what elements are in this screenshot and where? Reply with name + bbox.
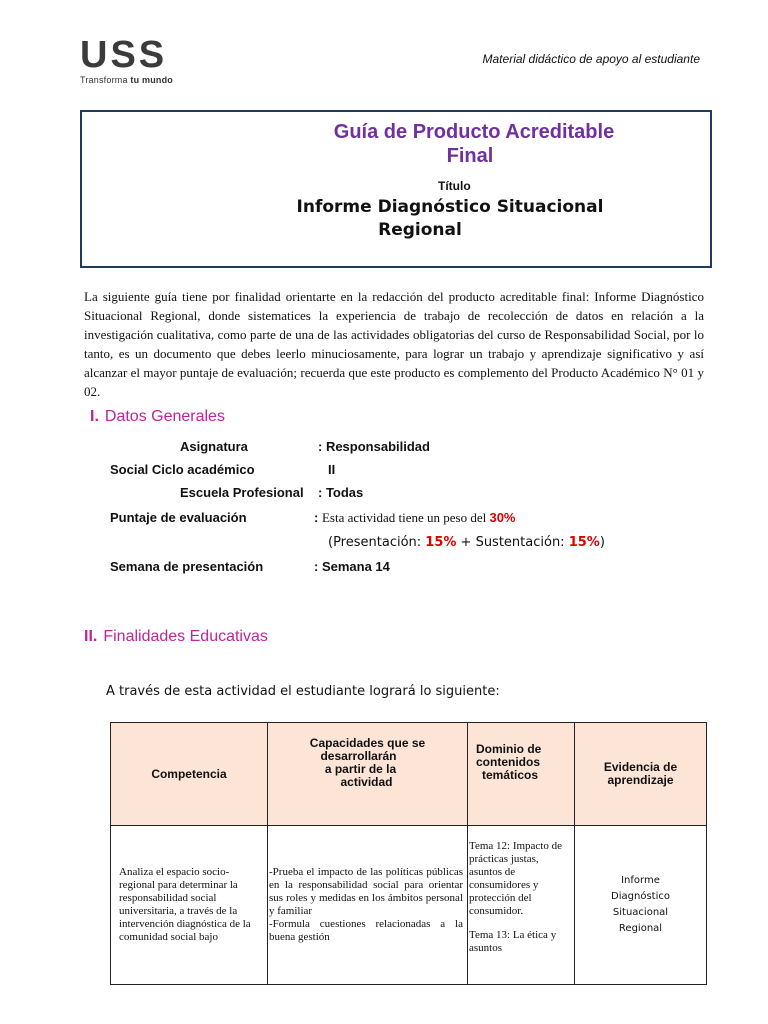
table-row: [111, 826, 707, 985]
header-competencia: Competencia: [111, 723, 268, 826]
puntaje-label: Puntaje de evaluación: [110, 510, 247, 525]
presentacion-breakdown: (Presentación: 15% + Sustentación: 15%): [328, 535, 605, 550]
logo-tagline: Transforma tu mundo: [80, 75, 173, 85]
title-box: [80, 110, 712, 268]
title-label: Título: [438, 179, 471, 193]
header-evidencia: Evidencia de aprendizaje: [575, 723, 707, 826]
cell-competencia: Analiza el espacio socio-regional para determinar la responsabilidad social universitaria, a través de la intervención diagnóstica de la comunidad social bajo: [111, 826, 268, 985]
section-datos-generales: I. Datos Generales: [90, 408, 225, 425]
ciclo-value: II: [328, 462, 336, 477]
puntaje-value: : Esta actividad tiene un peso del 30%: [314, 510, 516, 525]
escuela-label: Escuela Profesional: [180, 485, 304, 500]
table-header-row: [111, 723, 707, 826]
logo-letters: USS: [80, 34, 168, 76]
section-finalidades-educativas: II. Finalidades Educativas: [84, 628, 268, 645]
header-note: Material didáctico de apoyo al estudiante: [482, 52, 700, 66]
header-capacidades: Capacidades que se desarrollarán a partir de la actividad: [268, 723, 468, 826]
header-dominio: Dominio de contenidos temáticos: [468, 723, 575, 826]
escuela-value: : Todas: [318, 485, 364, 500]
cell-capacidades: -Prueba el impacto de las políticas públicas en la responsabilidad social para orientar sus roles y medidas en los ámbitos personal y familiar -Formula cuestiones relacionadas a la buena gestión: [268, 826, 468, 985]
competencias-table: [110, 722, 707, 985]
semana-label: Semana de presentación: [110, 559, 264, 574]
asignatura-label: Asignatura: [180, 439, 248, 454]
guide-title: Guía de Producto Acreditable Final: [333, 121, 615, 167]
document-title: Informe Diagnóstico Situacional Regional: [296, 197, 604, 240]
uss-logo: [80, 34, 190, 85]
intro-paragraph: La siguiente guía tiene por finalidad orientarte en la redacción del producto acreditable final: Informe Diagnóstico Situacional Regional, donde sistematices la experiencia de trabajo de recolección de datos en relación a la investigación cualitativa, como parte de una de las actividades obligatorias del curso de Responsabilidad Social, por lo tanto, es un documento que debes leerlo minuciosamente, para lograr un trabajo y aprendizaje significativo y así alcanzar el mayor puntaje de evaluación; recuerda que este producto es complemento del Producto Académico N° 01 y 02.: [84, 289, 704, 399]
ciclo-label: Social Ciclo académico: [110, 462, 255, 477]
asignatura-value: : Responsabilidad: [318, 439, 430, 454]
semana-value: : Semana 14: [314, 559, 390, 574]
cell-dominio: Tema 12: Impacto de prácticas justas, asuntos de consumidores y protección del consumidor. Tema 13: La ética y asuntos: [468, 826, 575, 985]
finalidades-intro: A través de esta actividad el estudiante logrará lo siguiente:: [106, 684, 500, 699]
cell-evidencia: Informe Diagnóstico Situacional Regional: [575, 826, 707, 985]
